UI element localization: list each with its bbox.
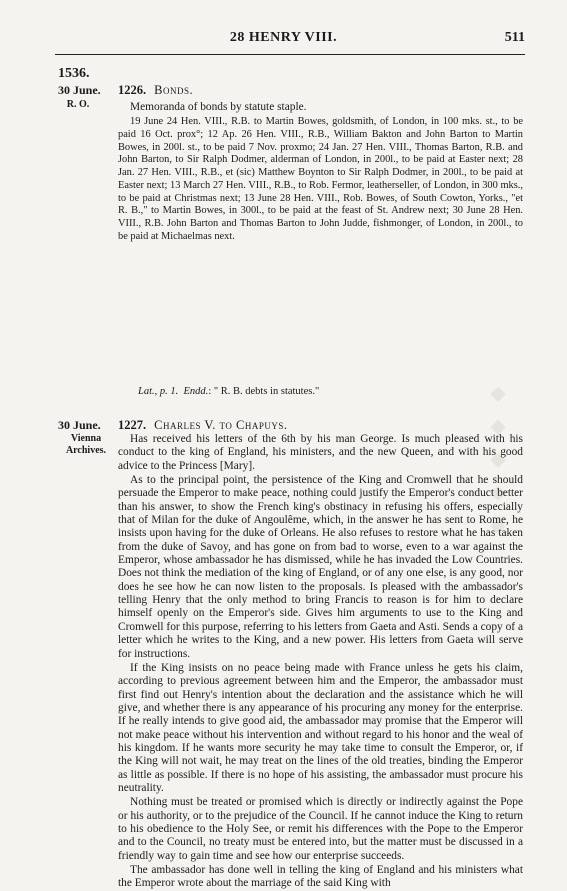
page-header	[0, 30, 567, 50]
entry-1226-memo	[118, 101, 523, 114]
year-marker: 1536.	[58, 66, 90, 81]
entry-1226-body	[118, 116, 523, 244]
entry-1226-source: R. O.	[66, 99, 90, 110]
endd-label: Endd.	[183, 386, 209, 397]
paragraph: Memoranda of bonds by statute staple.	[130, 101, 307, 113]
paragraph: The ambassador has done well in telling the king of England and his ministers what the Emperor wrote about the marriage of the said King with	[118, 864, 523, 890]
entry-1226-heading	[118, 83, 193, 98]
paragraph: As to the principal point, the persistence of the King and Cromwell that he should persuade the Emperor to make peace, nothing could justify the Emperor's conduct better than his answer, to show the French king's obstinacy in refusing his offers, especially that of Milan for the duke of Angoulême, which, in the answer he has sent to Rome, he insists upon having for the duke of Orleans. He also refuses to restore what he has taken from the duke of Savoy, and has gone on from bad to worse, even to a war against the Emperor, whose ambassador he has dismissed, while he has invaded the Low Countries. Does not think the mediation of the king of England, or of any one else, is any good, nor does he see how he can now listen to the proposals. Is pleased with the ambassador's telling Henry that the only method to bring Francis to reason is for him to declare himself openly on the Emperor's side. Gives him arguments to use to the King and Cromwell for this purpose, referring to his letters from Gaeta and Asti. Sends a copy of a letter which he writes to the King, and a new power. His letters from Gaeta will serve for instructions.	[118, 474, 523, 660]
entry-title: Charles V. to Chapuys.	[154, 418, 288, 432]
entry-1227-source: Vienna Archives.	[65, 433, 107, 456]
entry-1227-date: 30 June.	[58, 418, 101, 432]
running-title: 28 HENRY VIII.	[229, 30, 338, 45]
entry-number: 1226.	[118, 83, 147, 97]
header-rule	[55, 54, 525, 55]
entry-number: 1227.	[118, 418, 147, 432]
library-watermark: ◆ ◆ ◆ ◆ ◆	[488, 382, 510, 540]
entry-1226-endorsement	[138, 386, 319, 397]
entry-1227-body	[118, 433, 523, 891]
page-number: 511	[504, 30, 525, 45]
entry-1227-heading	[118, 418, 287, 433]
paragraph: Nothing must be treated or promised which is directly or indirectly against the Pope or his authority, or to the prejudice of the Council. If he cannot induce the King to return to his obedience to the Holy See, or remit his differences with the Pope to the Emperor and to the Council, no treaty must be entered into, but the matter must be discussed in a friendly way to gain time and see how our enterprise succeeds.	[118, 796, 523, 862]
entry-1226-date: 30 June.	[58, 83, 101, 97]
endd-text: : " R. B. debts in statutes."	[208, 386, 320, 397]
paragraph: 19 June 24 Hen. VIII., R.B. to Martin Bowes, goldsmith, of London, in 100 mks. st., to be paid 16 Oct. prox°; 12 Ap. 26 Hen. VIII., R.B., William Bakton and John Barton to Martin Bowes, in 200l. st., to be paid 7 Nov. proxmo; 24 Jan. 27 Hen. VIII., Thomas Barton, R.B. and John Barton, to Sir Ralph Dodmer, alderman of London, in 200l., to be paid at Easter next; 28 Jan. 27 Hen. VIII., R.B., et (sic) Matthew Boynton to Sir Ralph Dodmer, in 200l., to be paid at Easter next; 13 March 27 Hen. VIII., R.B., to Rob. Fermor, leatherseller, of London, in 300 mks., to be paid at Christmas next; 13 June 28 Hen. VIII., Rob. Bowes, of South Cowton, Yorks., "et R. B.," to Martin Bowes, in 300l., to be paid at the feast of St. Andrew next; 30 June 28 Hen. VIII., R.B. John Barton and Thomas Barton to John Judde, fishmonger, of London, in 200l., to be paid at Michaelmas next.	[118, 116, 523, 242]
paragraph: Has received his letters of the 6th by his man George. Is much pleased with his conduct to the king of England, his ministers, and the new Queen, and with his good advice to the Princess [Mary].	[118, 433, 523, 472]
latin-note: Lat., p. 1.	[138, 386, 179, 397]
paragraph: If the King insists on no peace being made with France unless he gets his claim, according to previous agreement between him and the Emperor, the ambassador must first find out Henry's intention about the declaration and the assistance which he will give, and whether there is any appearance of his procuring any money for the enterprise. If he really intends to give good aid, the ambassador may promise that the Emperor will not make peace without his intervention and without regard to his honor and the weal of his kingdom. If he wants more security he may take time to consult the Emperor, or, if the King will not wait, he may treat on the lines of the old treaties, binding the Emperor as little as possible. If there is no hope of his assisting, the ambassador must procure his neutrality.	[118, 661, 523, 794]
entry-title: Bonds.	[154, 83, 194, 97]
